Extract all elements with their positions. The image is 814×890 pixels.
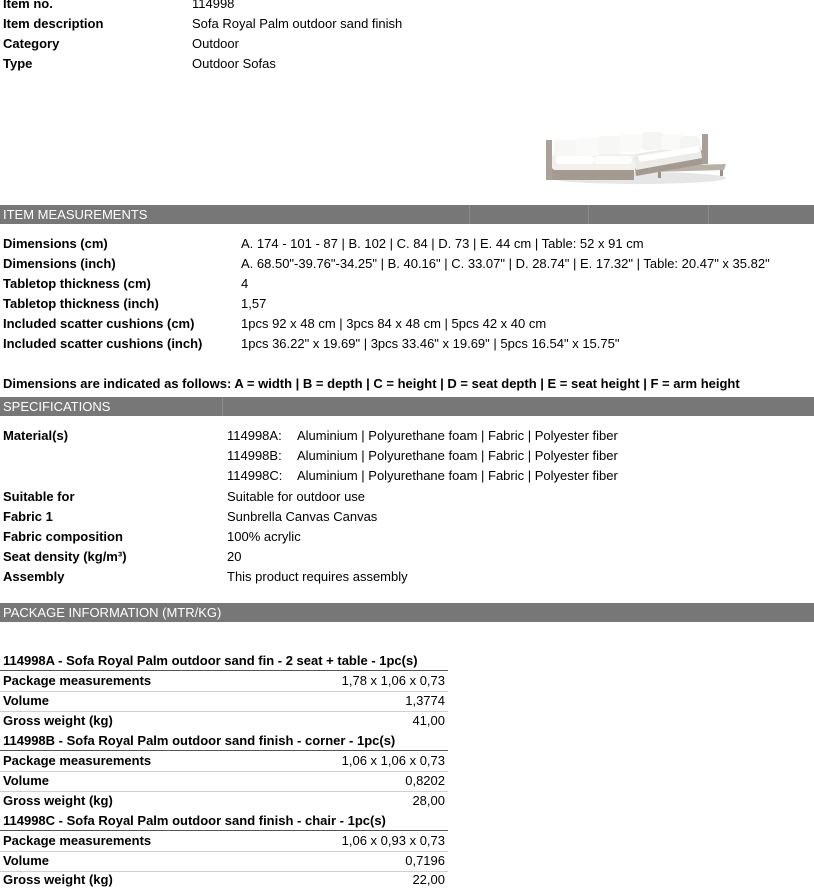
dimensions-note: Dimensions are indicated as follows: A = width | B = depth | C = height | D = seat depth | E = seat height | F = arm height	[3, 376, 740, 391]
scatter-cushions-inch-value: 1pcs 36.22" x 19.69" | 3pcs 33.46" x 19.69" | 5pcs 16.54" x 15.75"	[241, 336, 620, 351]
item-description-value: Sofa Royal Palm outdoor sand finish	[192, 16, 403, 31]
package-row	[3, 671, 445, 691]
tabletop-thickness-inch-label: Tabletop thickness (inch)	[3, 296, 159, 311]
gross-weight-value: 28,00	[412, 793, 445, 808]
package-row	[3, 711, 445, 731]
volume-value: 0,7196	[405, 853, 445, 868]
specifications-section-header	[0, 397, 814, 416]
scatter-cushions-inch-label: Included scatter cushions (inch)	[3, 336, 203, 351]
material-value: Aluminium | Polyurethane foam | Fabric | Polyester fiber	[297, 468, 618, 483]
package-row	[3, 691, 445, 711]
package-section-header	[0, 603, 814, 622]
gross-weight-value: 22,00	[412, 872, 445, 887]
package-group-heading: 114998A - Sofa Royal Palm outdoor sand fin - 2 seat + table - 1pc(s)	[3, 653, 418, 668]
package-measurements-label: Package measurements	[3, 673, 152, 688]
material-label: Material(s)	[3, 428, 69, 443]
tabletop-thickness-cm-value: 4	[241, 276, 249, 291]
volume-label: Volume	[3, 773, 49, 788]
package-measurements-value: 1,06 x 0,93 x 0,73	[341, 833, 445, 848]
header-divider	[588, 205, 589, 224]
dimensions-inch-label: Dimensions (inch)	[3, 256, 116, 271]
tabletop-thickness-inch-value: 1,57	[241, 296, 267, 311]
category-label: Category	[3, 36, 60, 51]
type-value: Outdoor Sofas	[192, 56, 276, 71]
header-divider	[469, 205, 470, 224]
material-code: 114998A:	[227, 428, 282, 443]
package-group-heading: 114998B - Sofa Royal Palm outdoor sand finish - corner - 1pc(s)	[3, 733, 396, 748]
package-group-heading: 114998C - Sofa Royal Palm outdoor sand finish - chair - 1pc(s)	[3, 813, 386, 828]
package-measurements-value: 1,06 x 1,06 x 0,73	[341, 753, 445, 768]
volume-label: Volume	[3, 693, 49, 708]
package-row	[3, 870, 445, 890]
dimensions-cm-value: A. 174 - 101 - 87 | B. 102 | C. 84 | D. 73 | E. 44 cm | Table: 52 x 91 cm	[241, 236, 644, 251]
fabric-label: Fabric 1	[3, 509, 53, 524]
assembly-label: Assembly	[3, 569, 65, 584]
tabletop-thickness-cm-label: Tabletop thickness (cm)	[3, 276, 151, 291]
suitable-for-value: Suitable for outdoor use	[227, 489, 366, 504]
package-title: PACKAGE INFORMATION (MTR/KG)	[3, 605, 222, 620]
measurements-section-header	[0, 205, 814, 224]
header-divider	[708, 205, 709, 224]
suitable-for-label: Suitable for	[3, 489, 75, 504]
gross-weight-label: Gross weight (kg)	[3, 872, 113, 887]
package-row	[3, 791, 445, 811]
item-description-label: Item description	[3, 16, 104, 31]
gross-weight-label: Gross weight (kg)	[3, 713, 113, 728]
fabric-composition-label: Fabric composition	[3, 529, 123, 544]
material-value: Aluminium | Polyurethane foam | Fabric | Polyester fiber	[297, 448, 618, 463]
header-divider	[222, 397, 223, 416]
scatter-cushions-cm-value: 1pcs 92 x 48 cm | 3pcs 84 x 48 cm | 5pcs 42 x 40 cm	[241, 316, 547, 331]
gross-weight-label: Gross weight (kg)	[3, 793, 113, 808]
item-no-label: Item no.	[3, 0, 53, 11]
seat-density-label: Seat density (kg/m³)	[3, 549, 127, 564]
volume-value: 0,8202	[405, 773, 445, 788]
gross-weight-value: 41,00	[412, 713, 445, 728]
assembly-value: This product requires assembly	[227, 569, 408, 584]
specifications-title: SPECIFICATIONS	[3, 399, 111, 414]
product-image	[538, 128, 730, 190]
package-row	[3, 751, 445, 771]
package-measurements-value: 1,78 x 1,06 x 0,73	[341, 673, 445, 688]
package-measurements-label: Package measurements	[3, 753, 152, 768]
fabric-value: Sunbrella Canvas Canvas	[227, 509, 378, 524]
material-code: 114998C:	[227, 468, 283, 483]
package-row	[3, 771, 445, 791]
scatter-cushions-cm-label: Included scatter cushions (cm)	[3, 316, 195, 331]
seat-density-value: 20	[227, 549, 242, 564]
fabric-composition-value: 100% acrylic	[227, 529, 301, 544]
package-row	[3, 831, 445, 851]
category-value: Outdoor	[192, 36, 239, 51]
package-measurements-label: Package measurements	[3, 833, 152, 848]
dimensions-cm-label: Dimensions (cm)	[3, 236, 108, 251]
material-code: 114998B:	[227, 448, 282, 463]
material-value: Aluminium | Polyurethane foam | Fabric | Polyester fiber	[297, 428, 618, 443]
volume-label: Volume	[3, 853, 49, 868]
package-row	[3, 851, 445, 871]
dimensions-inch-value: A. 68.50"-39.76"-34.25" | B. 40.16" | C. 33.07" | D. 28.74" | E. 17.32" | Table: 20.47" x 35.82"	[241, 256, 770, 271]
measurements-title: ITEM MEASUREMENTS	[3, 207, 148, 222]
volume-value: 1,3774	[405, 693, 445, 708]
item-no-value: 114998	[192, 0, 235, 11]
type-label: Type	[3, 56, 33, 71]
